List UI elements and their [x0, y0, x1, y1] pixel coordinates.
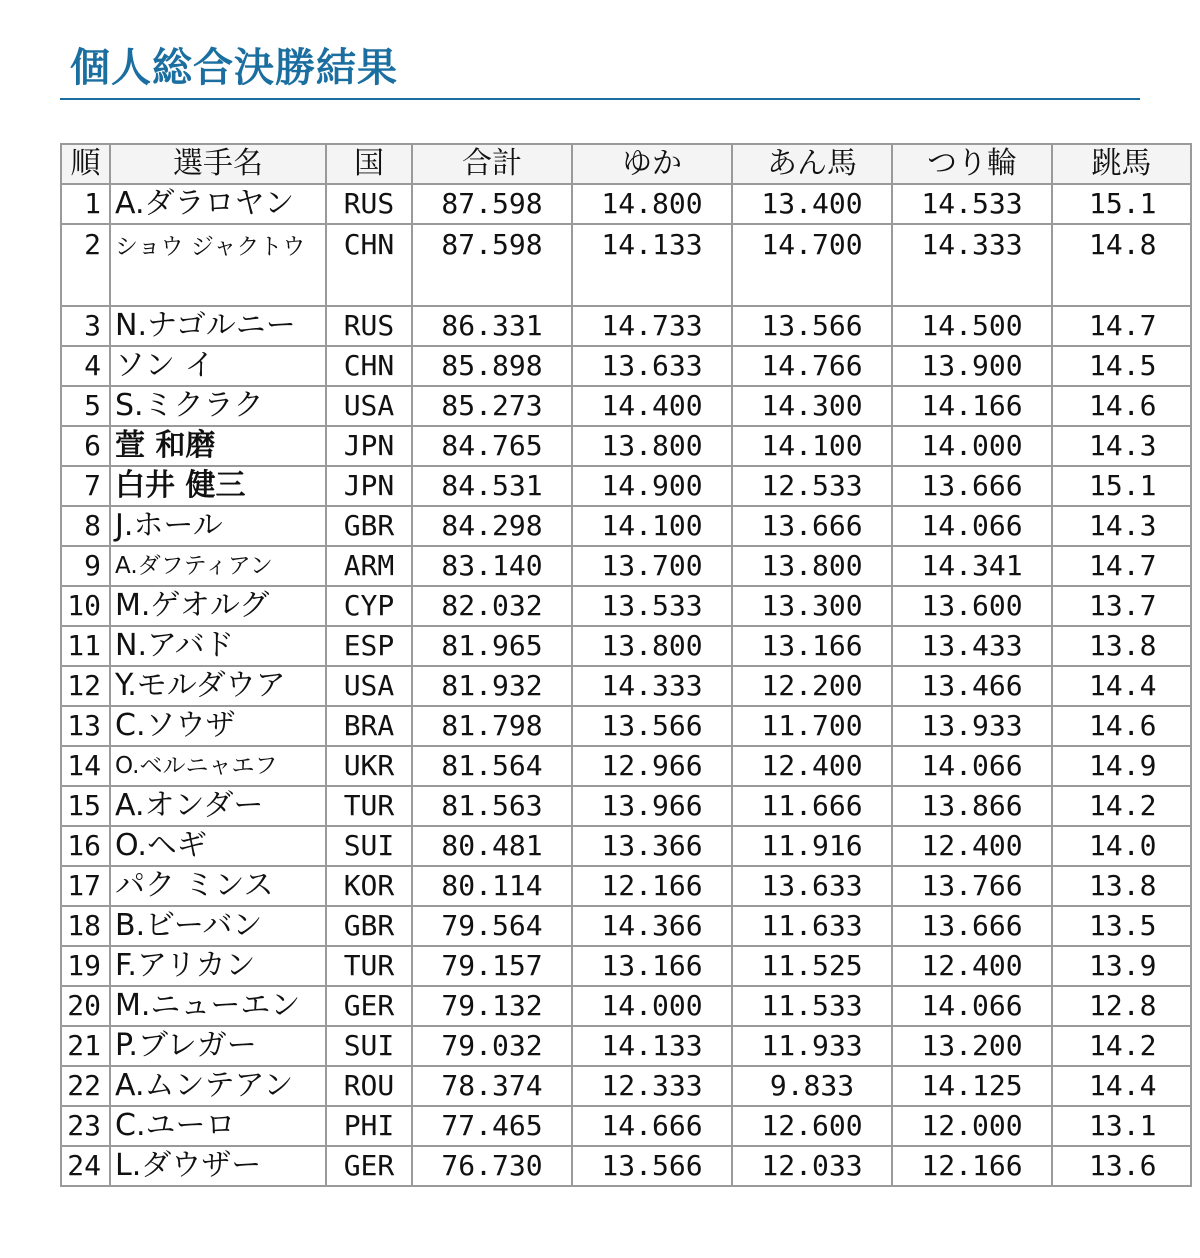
athlete-name: M.ニューエン — [110, 986, 326, 1026]
floor-cell: 12.966 — [572, 746, 732, 786]
nation-cell: CHN — [326, 346, 412, 386]
athlete-name: N.アバド — [110, 626, 326, 666]
pommel-cell: 13.633 — [732, 866, 892, 906]
table-row — [61, 346, 1191, 386]
vault-cell: 14.2 — [1052, 786, 1191, 826]
vault-cell: 12.8 — [1052, 986, 1191, 1026]
pommel-cell: 13.300 — [732, 586, 892, 626]
table-row — [61, 946, 1191, 986]
athlete-name: A.ダラロヤン — [110, 184, 326, 224]
nation-cell: UKR — [326, 746, 412, 786]
nation-cell: RUS — [326, 306, 412, 346]
athlete-name: C.ソウザ — [110, 706, 326, 746]
total-cell: 78.374 — [412, 1066, 572, 1106]
rings-cell: 13.900 — [892, 346, 1052, 386]
rank-cell: 10 — [61, 586, 110, 626]
athlete-name: パク ミンス — [110, 866, 326, 906]
athlete-name: L.ダウザー — [110, 1146, 326, 1186]
table-row — [61, 786, 1191, 826]
vault-cell: 14.3 — [1052, 426, 1191, 466]
rings-cell: 13.466 — [892, 666, 1052, 706]
vault-cell: 13.5 — [1052, 906, 1191, 946]
total-cell: 86.331 — [412, 306, 572, 346]
athlete-name: ショウ ジャクトウ — [110, 224, 326, 306]
athlete-name: 萱 和磨 — [110, 426, 326, 466]
table-row — [61, 306, 1191, 346]
total-cell: 81.563 — [412, 786, 572, 826]
pommel-cell: 11.700 — [732, 706, 892, 746]
floor-cell: 12.333 — [572, 1066, 732, 1106]
athlete-name: M.ゲオルグ — [110, 586, 326, 626]
athlete-name: F.アリカン — [110, 946, 326, 986]
nation-cell: ROU — [326, 1066, 412, 1106]
rank-cell: 15 — [61, 786, 110, 826]
table-row — [61, 546, 1191, 586]
rank-cell: 3 — [61, 306, 110, 346]
rank-cell: 7 — [61, 466, 110, 506]
total-cell: 77.465 — [412, 1106, 572, 1146]
header-floor: ゆか — [572, 144, 732, 184]
rank-cell: 18 — [61, 906, 110, 946]
table-row — [61, 906, 1191, 946]
rings-cell: 13.600 — [892, 586, 1052, 626]
page-title: 個人総合決勝結果 — [70, 45, 398, 91]
table-row — [61, 1066, 1191, 1106]
floor-cell: 14.900 — [572, 466, 732, 506]
total-cell: 79.157 — [412, 946, 572, 986]
rings-cell: 13.933 — [892, 706, 1052, 746]
pommel-cell: 14.300 — [732, 386, 892, 426]
floor-cell: 13.566 — [572, 706, 732, 746]
nation-cell: RUS — [326, 184, 412, 224]
rings-cell: 13.866 — [892, 786, 1052, 826]
athlete-name: 白井 健三 — [110, 466, 326, 506]
vault-cell: 14.4 — [1052, 1066, 1191, 1106]
table-row — [61, 1026, 1191, 1066]
rank-cell: 13 — [61, 706, 110, 746]
table-row — [61, 184, 1191, 224]
table-row — [61, 1106, 1191, 1146]
pommel-cell: 12.400 — [732, 746, 892, 786]
rings-cell: 14.125 — [892, 1066, 1052, 1106]
floor-cell: 13.166 — [572, 946, 732, 986]
nation-cell: JPN — [326, 426, 412, 466]
pommel-cell: 13.800 — [732, 546, 892, 586]
floor-cell: 14.400 — [572, 386, 732, 426]
nation-cell: USA — [326, 386, 412, 426]
rings-cell: 12.000 — [892, 1106, 1052, 1146]
total-cell: 84.531 — [412, 466, 572, 506]
athlete-name: O.ヘギ — [110, 826, 326, 866]
total-cell: 76.730 — [412, 1146, 572, 1186]
total-cell: 81.564 — [412, 746, 572, 786]
rank-cell: 12 — [61, 666, 110, 706]
floor-cell: 14.800 — [572, 184, 732, 224]
pommel-cell: 11.533 — [732, 986, 892, 1026]
header-pommel: あん馬 — [732, 144, 892, 184]
total-cell: 87.598 — [412, 184, 572, 224]
rings-cell: 14.500 — [892, 306, 1052, 346]
rank-cell: 20 — [61, 986, 110, 1026]
nation-cell: ARM — [326, 546, 412, 586]
results-table — [60, 143, 1192, 1187]
rank-cell: 9 — [61, 546, 110, 586]
vault-cell: 14.9 — [1052, 746, 1191, 786]
rank-cell: 2 — [61, 224, 110, 306]
rings-cell: 14.066 — [892, 986, 1052, 1026]
rank-cell: 5 — [61, 386, 110, 426]
floor-cell: 14.366 — [572, 906, 732, 946]
total-cell: 79.132 — [412, 986, 572, 1026]
athlete-name: A.ムンテアン — [110, 1066, 326, 1106]
rings-cell: 12.400 — [892, 946, 1052, 986]
athlete-name: P.ブレガー — [110, 1026, 326, 1066]
rings-cell: 12.400 — [892, 826, 1052, 866]
floor-cell: 13.966 — [572, 786, 732, 826]
nation-cell: TUR — [326, 786, 412, 826]
nation-cell: GER — [326, 986, 412, 1026]
header-total: 合計 — [412, 144, 572, 184]
athlete-name: B.ビーバン — [110, 906, 326, 946]
rings-cell: 14.066 — [892, 506, 1052, 546]
rings-cell: 13.666 — [892, 906, 1052, 946]
vault-cell: 14.3 — [1052, 506, 1191, 546]
table-row — [61, 426, 1191, 466]
vault-cell: 13.1 — [1052, 1106, 1191, 1146]
pommel-cell: 13.166 — [732, 626, 892, 666]
floor-cell: 13.633 — [572, 346, 732, 386]
pommel-cell: 13.666 — [732, 506, 892, 546]
rings-cell: 14.066 — [892, 746, 1052, 786]
floor-cell: 14.100 — [572, 506, 732, 546]
rank-cell: 6 — [61, 426, 110, 466]
vault-cell: 14.2 — [1052, 1026, 1191, 1066]
rank-cell: 8 — [61, 506, 110, 546]
nation-cell: SUI — [326, 1026, 412, 1066]
pommel-cell: 11.633 — [732, 906, 892, 946]
rings-cell: 13.433 — [892, 626, 1052, 666]
rank-cell: 4 — [61, 346, 110, 386]
athlete-name: Y.モルダウア — [110, 666, 326, 706]
rings-cell: 13.766 — [892, 866, 1052, 906]
results-table-container[interactable] — [60, 143, 1157, 1233]
rank-cell: 1 — [61, 184, 110, 224]
athlete-name: A.オンダー — [110, 786, 326, 826]
total-cell: 84.298 — [412, 506, 572, 546]
vault-cell: 15.1 — [1052, 184, 1191, 224]
pommel-cell: 11.525 — [732, 946, 892, 986]
floor-cell: 12.166 — [572, 866, 732, 906]
rings-cell: 14.166 — [892, 386, 1052, 426]
total-cell: 85.898 — [412, 346, 572, 386]
nation-cell: USA — [326, 666, 412, 706]
athlete-name: N.ナゴルニー — [110, 306, 326, 346]
vault-cell: 14.5 — [1052, 346, 1191, 386]
table-row — [61, 826, 1191, 866]
nation-cell: CHN — [326, 224, 412, 306]
athlete-name: O.ベルニャエフ — [110, 746, 326, 786]
athlete-name: A.ダフティアン — [110, 546, 326, 586]
pommel-cell: 11.666 — [732, 786, 892, 826]
rings-cell: 13.200 — [892, 1026, 1052, 1066]
total-cell: 81.798 — [412, 706, 572, 746]
nation-cell: JPN — [326, 466, 412, 506]
header-vault: 跳馬 — [1052, 144, 1191, 184]
rank-cell: 16 — [61, 826, 110, 866]
total-cell: 83.140 — [412, 546, 572, 586]
total-cell: 79.564 — [412, 906, 572, 946]
pommel-cell: 12.533 — [732, 466, 892, 506]
table-header-row — [61, 144, 1191, 184]
floor-cell: 13.800 — [572, 626, 732, 666]
rank-cell: 22 — [61, 1066, 110, 1106]
vault-cell: 14.6 — [1052, 706, 1191, 746]
pommel-cell: 11.933 — [732, 1026, 892, 1066]
rank-cell: 24 — [61, 1146, 110, 1186]
title-divider — [60, 98, 1140, 100]
vault-cell: 15.1 — [1052, 466, 1191, 506]
floor-cell: 14.666 — [572, 1106, 732, 1146]
floor-cell: 14.333 — [572, 666, 732, 706]
nation-cell: GBR — [326, 506, 412, 546]
total-cell: 84.765 — [412, 426, 572, 466]
table-row — [61, 626, 1191, 666]
table-row — [61, 1146, 1191, 1186]
pommel-cell: 9.833 — [732, 1066, 892, 1106]
table-row — [61, 666, 1191, 706]
header-nation: 国 — [326, 144, 412, 184]
header-name: 選手名 — [110, 144, 326, 184]
floor-cell: 13.700 — [572, 546, 732, 586]
floor-cell: 13.533 — [572, 586, 732, 626]
total-cell: 80.481 — [412, 826, 572, 866]
pommel-cell: 12.600 — [732, 1106, 892, 1146]
table-row — [61, 586, 1191, 626]
total-cell: 81.932 — [412, 666, 572, 706]
header-rank: 順 — [61, 144, 110, 184]
table-row — [61, 866, 1191, 906]
pommel-cell: 12.200 — [732, 666, 892, 706]
floor-cell: 13.366 — [572, 826, 732, 866]
pommel-cell: 12.033 — [732, 1146, 892, 1186]
pommel-cell: 14.700 — [732, 224, 892, 306]
vault-cell: 13.8 — [1052, 626, 1191, 666]
vault-cell: 14.6 — [1052, 386, 1191, 426]
total-cell: 79.032 — [412, 1026, 572, 1066]
athlete-name: S.ミクラク — [110, 386, 326, 426]
nation-cell: BRA — [326, 706, 412, 746]
rings-cell: 14.533 — [892, 184, 1052, 224]
nation-cell: GER — [326, 1146, 412, 1186]
rings-cell: 14.333 — [892, 224, 1052, 306]
vault-cell: 14.7 — [1052, 546, 1191, 586]
vault-cell: 13.6 — [1052, 1146, 1191, 1186]
floor-cell: 14.000 — [572, 986, 732, 1026]
pommel-cell: 11.916 — [732, 826, 892, 866]
table-row — [61, 706, 1191, 746]
nation-cell: KOR — [326, 866, 412, 906]
athlete-name: ソン イ — [110, 346, 326, 386]
vault-cell: 13.9 — [1052, 946, 1191, 986]
rings-cell: 14.000 — [892, 426, 1052, 466]
rank-cell: 19 — [61, 946, 110, 986]
table-row — [61, 466, 1191, 506]
floor-cell: 14.733 — [572, 306, 732, 346]
table-row — [61, 986, 1191, 1026]
rings-cell: 14.341 — [892, 546, 1052, 586]
table-row — [61, 224, 1191, 306]
pommel-cell: 13.566 — [732, 306, 892, 346]
pommel-cell: 14.766 — [732, 346, 892, 386]
athlete-name: J.ホール — [110, 506, 326, 546]
total-cell: 82.032 — [412, 586, 572, 626]
total-cell: 87.598 — [412, 224, 572, 306]
pommel-cell: 14.100 — [732, 426, 892, 466]
rank-cell: 11 — [61, 626, 110, 666]
rank-cell: 14 — [61, 746, 110, 786]
floor-cell: 14.133 — [572, 1026, 732, 1066]
rank-cell: 21 — [61, 1026, 110, 1066]
rings-cell: 13.666 — [892, 466, 1052, 506]
rings-cell: 12.166 — [892, 1146, 1052, 1186]
vault-cell: 14.4 — [1052, 666, 1191, 706]
floor-cell: 13.566 — [572, 1146, 732, 1186]
vault-cell: 14.0 — [1052, 826, 1191, 866]
total-cell: 85.273 — [412, 386, 572, 426]
nation-cell: TUR — [326, 946, 412, 986]
total-cell: 80.114 — [412, 866, 572, 906]
vault-cell: 14.7 — [1052, 306, 1191, 346]
nation-cell: PHI — [326, 1106, 412, 1146]
table-row — [61, 506, 1191, 546]
pommel-cell: 13.400 — [732, 184, 892, 224]
rank-cell: 23 — [61, 1106, 110, 1146]
vault-cell: 14.8 — [1052, 224, 1191, 306]
total-cell: 81.965 — [412, 626, 572, 666]
table-row — [61, 386, 1191, 426]
athlete-name: C.ユーロ — [110, 1106, 326, 1146]
vault-cell: 13.8 — [1052, 866, 1191, 906]
nation-cell: CYP — [326, 586, 412, 626]
floor-cell: 13.800 — [572, 426, 732, 466]
nation-cell: ESP — [326, 626, 412, 666]
vault-cell: 13.7 — [1052, 586, 1191, 626]
table-row — [61, 746, 1191, 786]
rank-cell: 17 — [61, 866, 110, 906]
nation-cell: SUI — [326, 826, 412, 866]
floor-cell: 14.133 — [572, 224, 732, 306]
nation-cell: GBR — [326, 906, 412, 946]
header-rings: つり輪 — [892, 144, 1052, 184]
